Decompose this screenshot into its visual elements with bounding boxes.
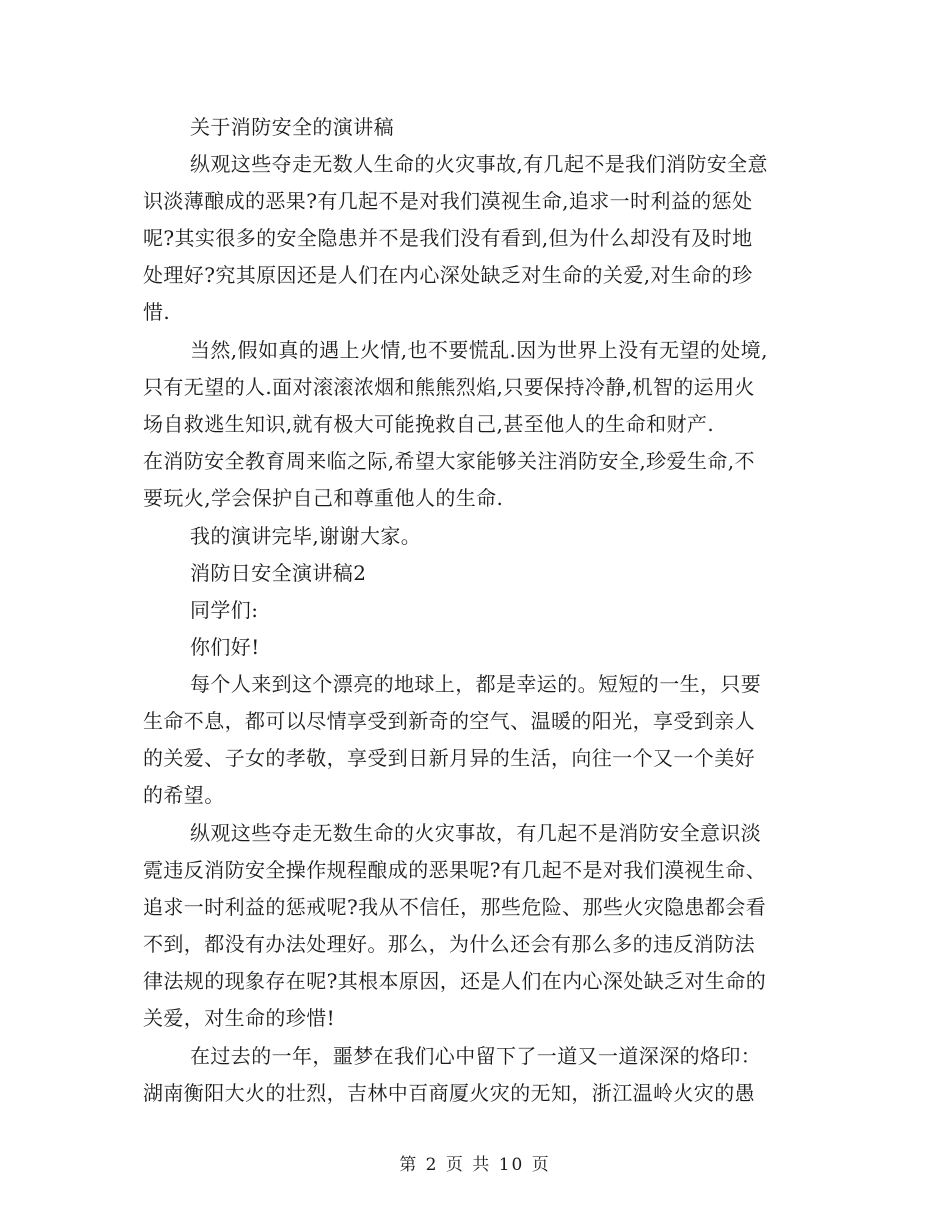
paragraph-line: 当然,假如真的遇上火情,也不要慌乱.因为世界上没有无望的处境, [190, 338, 768, 362]
paragraph-line: 在过去的一年，噩梦在我们心中留下了一道又一道深深的烙印： [190, 1044, 762, 1068]
paragraph-line: 每个人来到这个漂亮的地球上，都是幸运的。短短的一生，只要 [190, 672, 762, 696]
document-title: 关于消防安全的演讲稿 [190, 115, 394, 139]
paragraph-line: 在消防安全教育周来临之际,希望大家能够关注消防安全,珍爱生命,不 [143, 449, 755, 473]
paragraph-line: 的关爱、子女的孝敬，享受到日新月异的生活，向往一个又一个美好 [143, 746, 755, 770]
paragraph-line: 的希望。 [143, 783, 225, 807]
paragraph-line: 惜. [143, 300, 171, 324]
paragraph-line: 律法规的现象存在呢?其根本原因，还是人们在内心深处缺乏对生命的 [143, 969, 767, 993]
paragraph-line: 我的演讲完毕,谢谢大家。 [190, 524, 422, 548]
paragraph-line: 要玩火,学会保护自己和尊重他人的生命. [143, 486, 504, 510]
page-number-footer: 第 2 页 共 10 页 [399, 1155, 551, 1175]
paragraph-line: 处理好?究其原因还是人们在内心深处缺乏对生命的关爱,对生命的珍 [143, 263, 753, 287]
paragraph-line: 场自救逃生知识,就有极大可能挽救自己,甚至他人的生命和财产. [143, 412, 715, 436]
paragraph-line: 只有无望的人.面对滚滚浓烟和熊熊烈焰,只要保持冷静,机智的运用火 [143, 375, 755, 399]
paragraph-line: 呢?其实很多的安全隐患并不是我们没有看到,但为什么却没有及时地 [143, 226, 753, 250]
greeting-line: 你们好! [190, 635, 260, 659]
section-heading: 消防日安全演讲稿2 [190, 561, 367, 585]
paragraph-line: 霓违反消防安全操作规程酿成的恶果呢?有几起不是对我们漠视生命、 [143, 858, 767, 882]
paragraph-line: 识淡薄酿成的恶果?有几起不是对我们漠视生命,追求一时利益的惩处 [143, 189, 753, 213]
paragraph-line: 纵观这些夺走无数人生命的火灾事故,有几起不是我们消防安全意 [190, 152, 768, 176]
paragraph-line: 生命不息，都可以尽情享受到新奇的空气、温暖的阳光，享受到亲人 [143, 709, 755, 733]
paragraph-line: 湖南衡阳大火的壮烈，吉林中百商厦火灾的无知，浙江温岭火灾的愚 [143, 1081, 755, 1105]
salutation-line: 同学们: [190, 598, 259, 622]
paragraph-line: 关爱，对生命的珍惜! [143, 1006, 336, 1030]
paragraph-line: 追求一时利益的惩戒呢?我从不信任，那些危险、那些火灾隐患都会看 [143, 895, 767, 919]
paragraph-line: 纵观这些夺走无数生命的火灾事故，有几起不是消防安全意识淡 [190, 821, 762, 845]
paragraph-line: 不到，都没有办法处理好。那么，为什么还会有那么多的违反消防法 [143, 932, 755, 956]
